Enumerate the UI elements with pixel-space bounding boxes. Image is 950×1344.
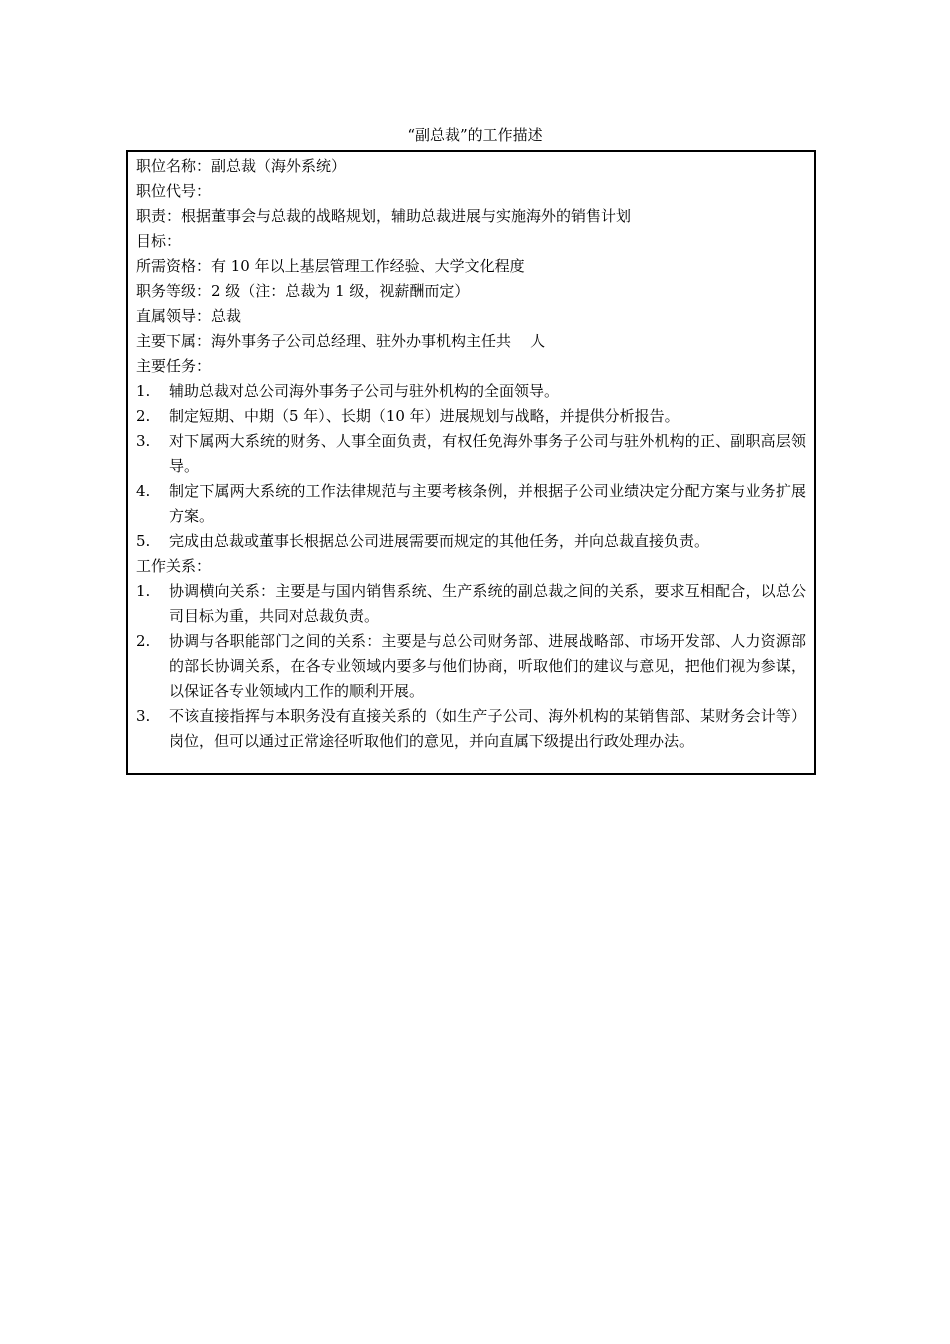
list-item-text: 协调与各职能部门之间的关系：主要是与总公司财务部、进展战略部、市场开发部、人力资源部的部长协调关系，在各专业领域内要多与他们协商，听取他们的建议与意见，把他们视为参谋，以保证各专业领域内工作的顺利开展。 — [169, 632, 806, 700]
page-title: “副总裁”的工作描述 — [407, 126, 543, 144]
list-item-text: 制定下属两大系统的工作法律规范与主要考核条例，并根据子公司业绩决定分配方案与业务扩展方案。 — [169, 482, 806, 525]
list-item-number: 2. — [136, 632, 151, 650]
list-item-text: 对下属两大系统的财务、人事全面负责，有权任免海外事务子公司与驻外机构的正、副职高层领导。 — [169, 432, 806, 475]
list-item-text: 不该直接指挥与本职务没有直接关系的（如生产子公司、海外机构的某销售部、某财务会计等）岗位，但可以通过正常途径听取他们的意见，并向直属下级提出行政处理办法。 — [169, 707, 806, 750]
list-item-number: 5. — [136, 532, 151, 550]
relations-heading: 工作关系： — [136, 557, 212, 575]
list-item — [136, 529, 806, 554]
list-item — [136, 379, 806, 404]
relations-list — [136, 579, 806, 754]
list-item-number: 4. — [136, 482, 151, 500]
job-description-table — [126, 150, 816, 775]
qualification-field: 所需资格：有 10 年以上基层管理工作经验、大学文化程度 — [136, 257, 525, 275]
list-item — [136, 579, 806, 629]
duty-field: 职责：根据董事会与总裁的战略规划，辅助总裁进展与实施海外的销售计划 — [136, 207, 632, 225]
job-code-field: 职位代号： — [136, 182, 212, 200]
supervisor-field: 直属领导：总裁 — [136, 307, 242, 325]
goal-field: 目标： — [136, 232, 182, 250]
list-item-number: 1. — [136, 382, 151, 400]
list-item-number: 3. — [136, 707, 151, 725]
list-item — [136, 704, 806, 754]
list-item — [136, 429, 806, 479]
list-item — [136, 629, 806, 704]
list-item — [136, 479, 806, 529]
list-item-text: 协调横向关系：主要是与国内销售系统、生产系统的副总裁之间的关系，要求互相配合，以总公司目标为重，共同对总裁负责。 — [169, 582, 806, 625]
list-item-number: 1. — [136, 582, 151, 600]
subordinates-field: 主要下属：海外事务子公司总经理、驻外办事机构主任共 人 — [136, 332, 546, 350]
table-content — [128, 152, 814, 754]
tasks-heading: 主要任务： — [136, 357, 212, 375]
list-item-text: 完成由总裁或董事长根据总公司进展需要而规定的其他任务，并向总裁直接负责。 — [169, 532, 710, 550]
list-item — [136, 404, 806, 429]
list-item-text: 制定短期、中期（5 年）、长期（10 年）进展规划与战略，并提供分析报告。 — [169, 407, 680, 425]
job-name-field: 职位名称：副总裁（海外系统） — [136, 157, 347, 175]
list-item-text: 辅助总裁对总公司海外事务子公司与驻外机构的全面领导。 — [169, 382, 560, 400]
tasks-list — [136, 379, 806, 554]
grade-field: 职务等级：2 级（注：总裁为 1 级，视薪酬而定） — [136, 282, 470, 300]
list-item-number: 2. — [136, 407, 151, 425]
list-item-number: 3. — [136, 432, 151, 450]
